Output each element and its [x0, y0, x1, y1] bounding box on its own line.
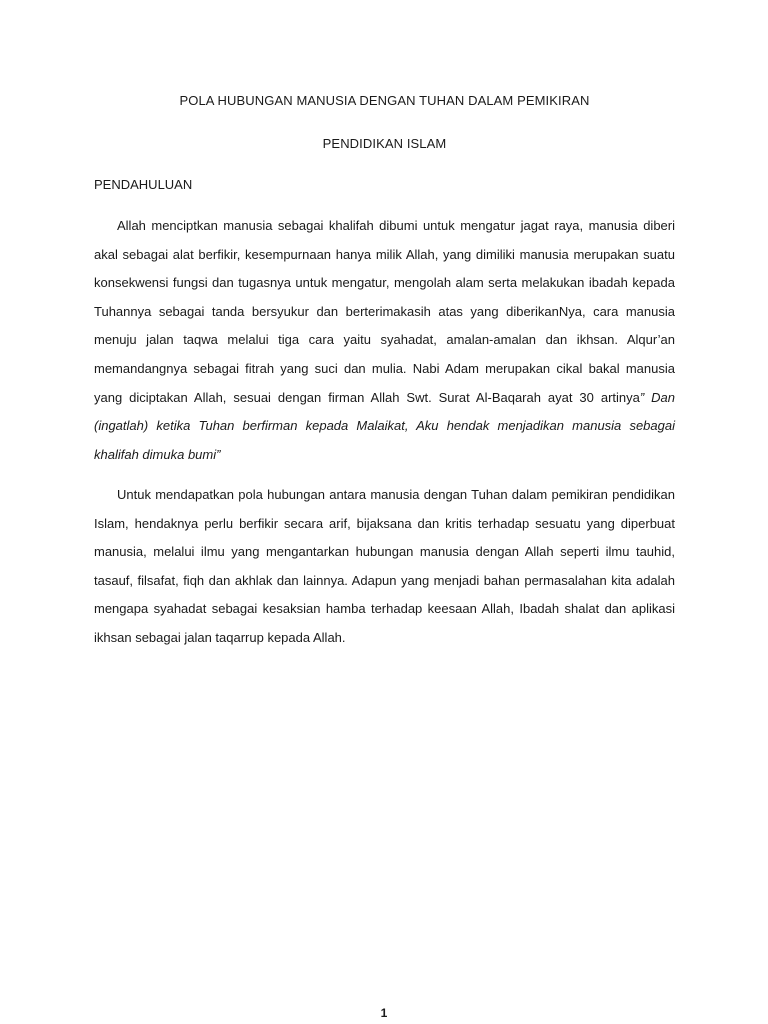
paragraph-1-text: Allah menciptkan manusia sebagai khalifah dibumi untuk mengatur jagat raya, manusia diberi akal sebagai alat berfikir, kesempurnaan hanya milik Allah, yang dimiliki manusia merupakan suatu konsekwensi fungsi dan tugasnya untuk mengatur, mengolah alam serta melakukan ibadah kepada Tuhannya sebagai tanda bersyukur dan berterimakasih atas yang diberikanNya, cara manusia menuju jalan taqwa melalui tiga cara yaitu syahadat, amalan-amalan dan ikhsan. Alqur’an memandangnya sebagai fitrah yang suci dan mulia. Nabi Adam merupakan cikal bakal manusia yang diciptakan Allah, sesuai dengan firman Allah Swt. Surat Al-Baqarah ayat 30 artinya [94, 218, 675, 405]
paragraph-1 [94, 212, 675, 469]
page-number: 1 [380, 1006, 388, 1020]
document-title-line-2: PENDIDIKAN ISLAM [322, 136, 447, 151]
paragraph-2: Untuk mendapatkan pola hubungan antara manusia dengan Tuhan dalam pemikiran pendidikan Islam, hendaknya perlu berfikir secara arif, bijaksana dan kritis terhadap sesuatu yang diperbuat manusia, melalui ilmu yang mengantarkan hubungan manusia dengan Allah seperti ilmu tauhid, tasauf, filsafat, fiqh dan akhlak dan lainnya. Adapun yang menjadi bahan permasalahan kita adalah mengapa syahadat sebagai kesaksian hamba terhadap keesaan Allah, Ibadah shalat dan aplikasi ikhsan sebagai jalan taqarrup kepada Allah. [94, 487, 675, 645]
document-title-line-1: POLA HUBUNGAN MANUSIA DENGAN TUHAN DALAM PEMIKIRAN [179, 93, 590, 108]
section-heading: PENDAHULUAN [94, 177, 193, 192]
paragraph-1-quote: ” Dan (ingatlah) ketika Tuhan berfirman kepada Malaikat, Aku hendak menjadikan manusia sebagai khalifah dimuka bumi” [94, 389, 675, 462]
